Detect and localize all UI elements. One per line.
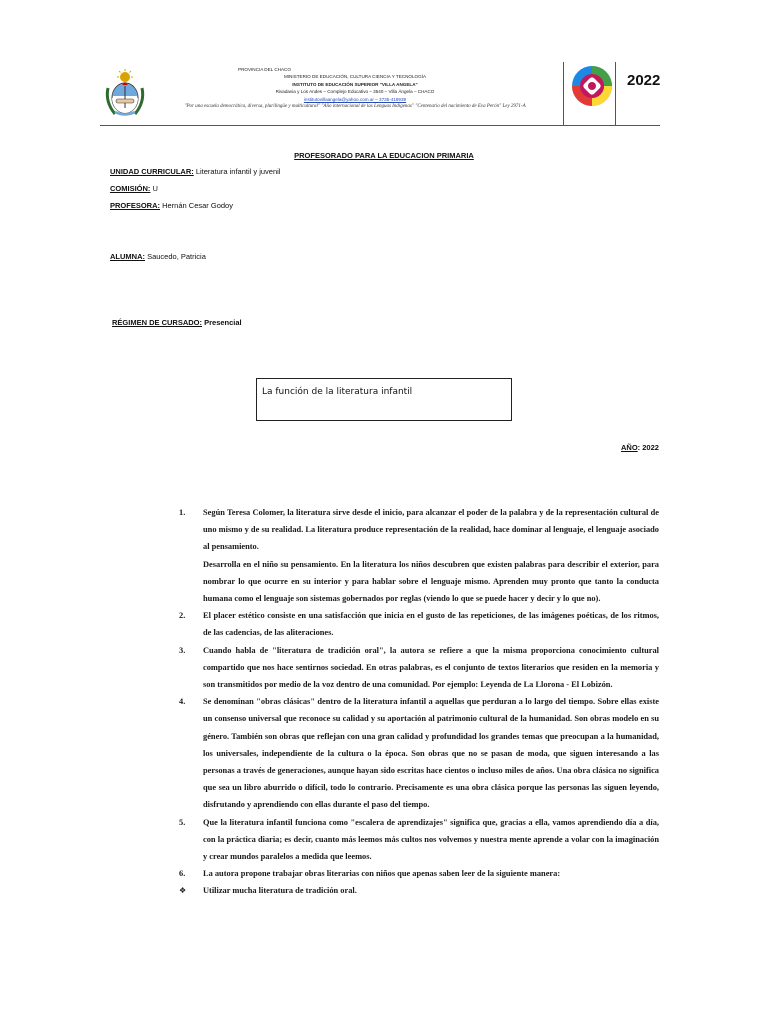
answer-paragraph: Que la literatura infantil funciona como "escalera de aprendizajes" significa que, gracias a ella, vamos aprendiendo día a día, con la práctica diaria; es decir, cuanto más leemos más cultos nos volvemos y nuestra mente aprende a volar con la imaginación y crear mundos paralelos a medida que leemos.: [203, 817, 659, 862]
answer-number: 3.: [179, 645, 186, 655]
regimen-field: [112, 318, 242, 327]
institute-line: INSTITUTO DE EDUCACIÓN SUPERIOR "VILLA ANGELA": [292, 81, 418, 87]
letterhead-text: [150, 66, 560, 110]
coat-of-arms-icon: [103, 68, 147, 120]
answer-paragraph: La autora propone trabajar obras literarias con niños que apenas saben leer de la siguiente manera:: [203, 869, 561, 879]
answer-paragraph: Utilizar mucha literatura de tradición oral.: [203, 886, 357, 896]
alumna-value: Saucedo, Patricia: [145, 252, 206, 261]
answer-number: 6.: [179, 869, 186, 879]
answer-number: 5.: [179, 817, 186, 827]
institute-logo-icon: [570, 62, 614, 110]
answer-paragraph: Desarrolla en el niño su pensamiento. En la literatura los niños descubren que existen palabras para describir el exterior, para nombrar lo que ocurre en su interior y para hablar sobre el lenguaje mismo. Aprenden muy pronto que tanto la conducta humana como el lenguaje son sistemas gobernados por reglas (viendo lo que se puede hacer y decir y lo que no).: [203, 559, 659, 604]
answer-paragraph: Cuando habla de "literatura de tradición oral", la autora se refiere a que la misma proporciona conocimiento cultural compartido que nos hace sentirnos sociedad. En otras palabras, es el conjunto de textos literarios que residen en la memoria y son transmitidos por medio de la voz dentro de una comunidad. Por ejemplo: Leyenda de La Llorona - El Lobizón.: [203, 645, 659, 690]
answer-item: [179, 882, 659, 899]
ministry-line: MINISTERIO DE EDUCACIÓN, CULTURA CIENCIA Y TECNOLOGÍA: [283, 74, 427, 80]
profesora-value: Hernán Cesar Godoy: [160, 201, 233, 210]
header-year: 2022: [627, 72, 661, 89]
profesora-field: [110, 201, 233, 210]
header-separator: [615, 62, 616, 126]
address-line: Rivadavia y Los Andes – Complejo Educativo – 3540 – Villa Ángela – CHACO: [275, 89, 435, 95]
comision-value: U: [150, 184, 158, 193]
answer-number: 1.: [179, 508, 186, 517]
answer-item: [179, 504, 659, 607]
province-line: PROVINCIA DEL CHACO: [238, 67, 291, 72]
regimen-value: Presencial: [202, 318, 242, 327]
answer-item: [179, 693, 659, 813]
motto-line: "Por una escuela democrática, diversa, plurilingüe y multicultural" "Año internacional de las Lenguas Indígenas" "Centenario del nacimiento de Eva Perón" Ley 2971-A: [184, 104, 526, 110]
answer-number: ❖: [179, 886, 187, 896]
header-separator: [563, 62, 564, 126]
regimen-label: RÉGIMEN DE CURSADO:: [112, 318, 203, 327]
work-title: La función de la literatura infantil: [262, 387, 413, 397]
comision-label: COMISIÓN:: [110, 184, 151, 193]
ano-value: : 2022: [637, 443, 659, 452]
email-link[interactable]: institutovillaangela@yahoo.com.ar – 3735-418939: [303, 96, 407, 102]
work-title-box: [256, 378, 512, 421]
answer-number: 2.: [179, 611, 186, 621]
unidad-curricular-label: UNIDAD CURRICULAR:: [110, 167, 194, 176]
answer-number: 4.: [179, 697, 186, 707]
answer-item: [179, 865, 659, 882]
header-divider: [100, 125, 660, 126]
answer-paragraph: El placer estético consiste en una satisfacción que inicia en el gusto de las repeticiones, de las imágenes poéticas, de los ritmos, de las cadencias, de las aliteraciones.: [203, 611, 659, 638]
program-title: PROFESORADO PARA LA EDUCACION PRIMARIA: [294, 151, 474, 160]
answer-paragraph: Según Teresa Colomer, la literatura sirve desde el inicio, para alcanzar el poder de la palabra y de la representación cultural de uno mismo y de su realidad. La literatura produce representación de la realidad, hace dominar al lenguaje, el lenguaje asociado al pensamiento.: [203, 508, 659, 552]
comision-field: [110, 184, 158, 193]
answer-item: [179, 814, 659, 866]
answer-item: [179, 607, 659, 641]
profesora-label: PROFESORA:: [110, 201, 161, 210]
ano-field: [621, 443, 659, 452]
answer-item: [179, 642, 659, 694]
unidad-curricular-value: Literatura infantil y juvenil: [193, 167, 281, 176]
answers-list: [179, 504, 659, 900]
answer-paragraph: Se denominan "obras clásicas" dentro de la literatura infantil a aquellas que perduran a lo largo del tiempo. Sobre ellas existe un consenso universal que reconoce su calidad y su aportación al patrimonio cultural de la humanidad. Son obras modelo en su género. También son obras que reflejan con una gran calidad y profundidad los grandes temas que preocupan a la humanidad, los universales, independiente de la cultura o la época. Son obras que no se pasan de moda, que siguen interesando a las personas a través de generaciones, aunque hayan sido escritas hace cientos o incluso miles de años. Una obra clásica no significa que sea un libro aburrido o difícil, todo lo contrario. Precisamente es una obra clásica porque las personas las siguen leyendo, disfrutando y aprendiendo con ellas durante el paso del tiempo.: [203, 697, 659, 810]
alumna-label: ALUMNA:: [110, 252, 145, 261]
ano-label: AÑO: [621, 443, 638, 452]
alumna-field: [110, 252, 206, 261]
unidad-curricular-field: [110, 167, 280, 176]
